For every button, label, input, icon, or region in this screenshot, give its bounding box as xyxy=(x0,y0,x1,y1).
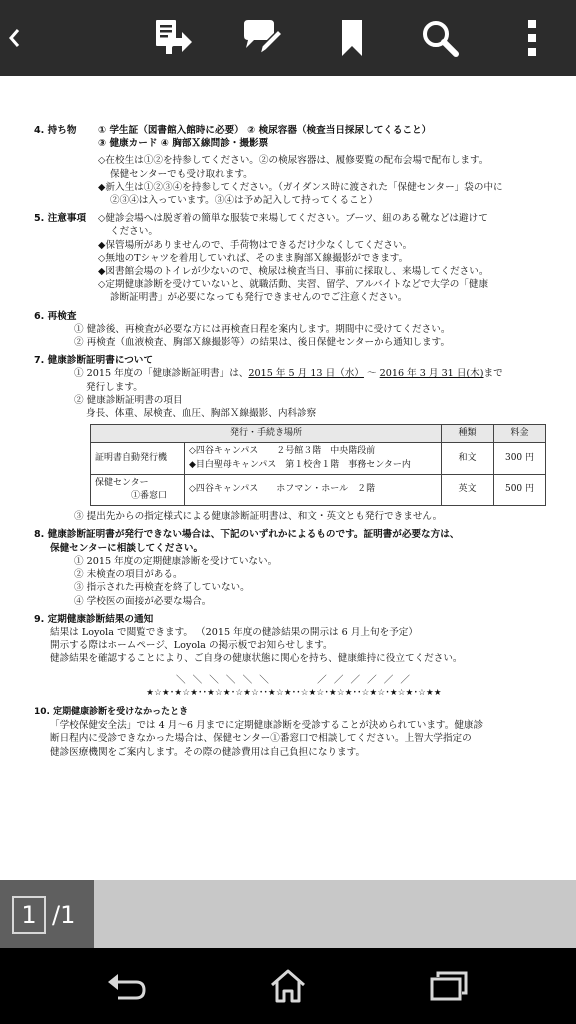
page-indicator-bar[interactable] xyxy=(0,880,576,948)
date-start: 2015 年 5 月 13 日（水） xyxy=(248,368,364,380)
place-line: ①番窓口 xyxy=(131,491,168,502)
more-vert-icon[interactable] xyxy=(508,14,556,62)
note-line: ください。 xyxy=(110,226,158,238)
table-cell: 証明書自動発行機 xyxy=(91,443,185,474)
table-cell: 500 円 xyxy=(494,474,546,505)
note-line: ◇無地のTシャツを着用していれば、そのまま胸部Ｘ線撮影ができます。 xyxy=(98,252,409,264)
section-title: 10. 定期健康診断を受けなかったとき xyxy=(34,706,189,717)
text-span: ～ xyxy=(363,368,380,380)
note-line: 診断証明書」が必要になっても発行できませんのでご注意ください。 xyxy=(110,292,408,304)
current-page-field[interactable]: 1 xyxy=(12,896,46,934)
location-line: ◇四谷キャンパス ２号館３階 中央階段前 xyxy=(189,446,376,457)
section-notes xyxy=(34,212,554,304)
table-header: 種類 xyxy=(442,425,494,443)
document-page[interactable] xyxy=(0,76,576,880)
list-item-cont: 身長、体重、尿検査、血圧、胸部Ｘ線撮影、内科診察 xyxy=(86,408,317,420)
paragraph-line: 結果は Loyola で閲覧できます。 （2015 年度の健診結果の開示は 6 月上旬を予定） xyxy=(50,626,418,638)
top-toolbar xyxy=(0,0,576,76)
section-title: 6. 再検査 xyxy=(34,310,77,322)
section-title: 7. 健康診断証明書について xyxy=(34,355,153,367)
table-header-row xyxy=(91,425,546,443)
paragraph-line: 開示する際はホームページ、Loyola の掲示板でお知らせします。 xyxy=(50,640,333,652)
date-end: 2016 年 3 月 31 日(木) xyxy=(379,368,484,380)
search-icon[interactable] xyxy=(416,14,464,62)
certificate-table xyxy=(90,424,546,506)
section-belongings xyxy=(34,124,554,207)
list-item: ① 健診後、再検査が必要な方には再検査日程を案内します。期間中に受けてください。 xyxy=(74,323,451,335)
note-line: ◆保管場所がありませんので、手荷物はできるだけ少なくしてください。 xyxy=(98,239,413,251)
recent-apps-icon[interactable] xyxy=(424,964,472,1008)
list-item: ② 健康診断証明書の項目 xyxy=(74,394,183,406)
page-indicator[interactable] xyxy=(0,880,94,948)
note-line: ◇健診会場へは脱ぎ着の簡単な服装で来場してください。ブーツ、紐のある靴などは避けて xyxy=(98,213,488,225)
paragraph-line: 健診結果を確認することにより、ご自身の健康状態に関心を持ち、健康維持に役立てください。 xyxy=(50,653,463,665)
table-cell xyxy=(185,443,442,474)
note-line: ◆図書館会場のトイレが少ないので、検尿は検査当日、事前に採取し、来場してください。 xyxy=(98,266,489,278)
back-icon[interactable] xyxy=(102,964,150,1008)
decorative-divider: ＼ ＼ ＼ ＼ ＼ ＼ ／ ／ ／ ／ ／ ／ xyxy=(176,674,412,686)
list-item: ④ 学校医の面接が必要な場合。 xyxy=(74,595,212,607)
location-line: ◆目白聖母キャンパス 第１校舎１階 事務センター内 xyxy=(189,459,411,470)
section-missed-exam xyxy=(34,706,554,759)
table-cell: 和文 xyxy=(442,443,494,474)
section-title: 9. 定期健康診断結果の通知 xyxy=(34,613,154,625)
table-cell: 英文 xyxy=(442,474,494,505)
paragraph-line: 「学校保健安全法」では 4 月～6 月までに定期健康診断を受診することが決められています。健康診 xyxy=(50,720,484,732)
table-cell: 300 円 xyxy=(494,443,546,474)
section-title: 8. 健康診断証明書が発行できない場合は、下記のいずれかによるものです。証明書が必要な方は、 xyxy=(34,529,460,541)
list-item: ③ 指示された再検査を終了していない。 xyxy=(74,582,250,594)
list-item: ③ 提出先からの指定様式による健康診断証明書は、和文・英文とも発行できません。 xyxy=(74,511,443,523)
section-label: 4. 持ち物 xyxy=(34,125,77,136)
section-reexam xyxy=(34,310,554,350)
list-item: ② 再検査（血液検査、胸部Ｘ線撮影等）の結果は、後日保健センターから通知します。 xyxy=(74,337,451,349)
decorative-stars: ★☆★･★☆★･･★☆★･☆★☆･･★☆★･･☆★☆･★☆★･･☆★☆･★☆★･☆★★ xyxy=(146,687,442,698)
note-line: ②③④は入っています。③④は予め記入して持ってくること） xyxy=(110,195,378,207)
table-header: 発行・手続き場所 xyxy=(91,425,442,443)
section-results xyxy=(34,613,554,666)
bookmark-icon[interactable] xyxy=(328,14,376,62)
list-item: ② 未検査の項目がある。 xyxy=(74,569,183,581)
table-cell xyxy=(91,474,185,505)
table-cell: ◇四谷キャンパス ホフマン・ホール ２階 xyxy=(185,474,442,505)
note-line: 保健センターでも受け取れます。 xyxy=(110,168,253,180)
belongings-line1: ① 学生証（図書館入館時に必要） ② 検尿容器（検査当日採尿してくること） xyxy=(98,125,432,136)
list-item: ① 2015 年度の定期健康診断を受けていない。 xyxy=(74,555,278,567)
place-line: 保健センター xyxy=(95,477,149,488)
share-icon[interactable] xyxy=(150,14,198,62)
table-row xyxy=(91,443,546,474)
section-title-cont: 保健センターに相談してください。 xyxy=(50,542,204,554)
paragraph-line: 断日程内に受診できなかった場合は、保健センター①番窓口で相談してください。上智大学指定の xyxy=(50,733,472,745)
note-line: ◇在校生は①②を持参してください。②の検尿容器は、履修要覧の配布会場で配布します。 xyxy=(98,155,489,167)
belongings-line2: ③ 健康カード ④ 胸部Ｘ線問診・撮影票 xyxy=(98,138,269,150)
section-no-certificate xyxy=(34,528,554,607)
chevron-left-icon[interactable] xyxy=(4,22,26,54)
table-row xyxy=(91,474,546,505)
document-content xyxy=(34,124,554,764)
text-span: ① 2015 年度の「健康診断証明書」は、 xyxy=(74,368,249,380)
section-certificate xyxy=(34,354,554,523)
paragraph-line: 健診医療機関をご案内します。その際の健診費用は自己負担になります。 xyxy=(50,746,366,758)
list-item-cont: 発行します。 xyxy=(86,381,143,393)
table-header: 料金 xyxy=(494,425,546,443)
note-line: ◆新入生は①②③④を持参してください。（ガイダンス時に渡された「保健センター」袋の中に xyxy=(98,181,503,193)
text-span: まで xyxy=(483,368,503,380)
annotate-icon[interactable] xyxy=(238,14,286,62)
note-line: ◇定期健康診断を受けていないと、就職活動、実習、留学、アルバイトなどで大学の「健康 xyxy=(98,279,489,291)
section-label: 5. 注意事項 xyxy=(34,213,87,225)
home-icon[interactable] xyxy=(264,964,312,1008)
total-pages: /1 xyxy=(52,901,76,929)
list-item xyxy=(34,367,554,380)
system-navigation-bar xyxy=(0,948,576,1024)
